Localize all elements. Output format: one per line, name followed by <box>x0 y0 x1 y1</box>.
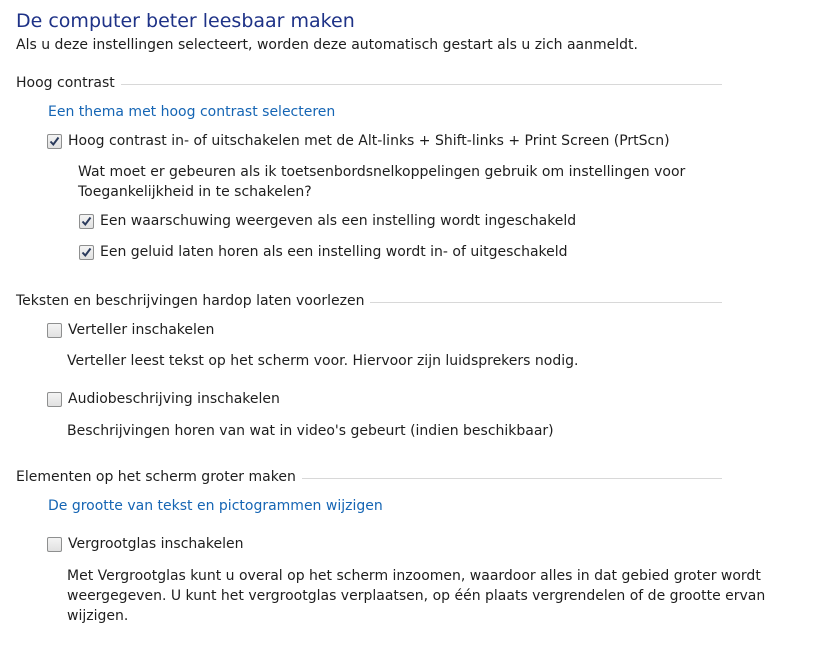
question-line-2: Toegankelijkheid in te schakelen? <box>78 184 312 200</box>
magnifier-desc-line-2: weergegeven. U kunt het vergrootglas verplaatsen, op één plaats vergrendelen of de grootte ervan <box>67 588 766 604</box>
section-divider <box>302 478 722 479</box>
audio-description-checkbox[interactable] <box>47 392 62 407</box>
question-line-1: Wat moet er gebeuren als ik toetsenbordsnelkoppelingen gebruik om instellingen voor <box>78 164 686 180</box>
narrator-description: Verteller leest tekst op het scherm voor. Hiervoor zijn luidsprekers nodig. <box>67 353 579 369</box>
sound-row[interactable] <box>79 242 568 262</box>
magnifier-description <box>67 566 765 626</box>
checkbox-label: Een waarschuwing weergeven als een instelling wordt ingeschakeld <box>100 213 577 229</box>
audio-description-text: Beschrijvingen horen van wat in video's gebeurt (indien beschikbaar) <box>67 423 554 439</box>
page-title: De computer beter leesbaar maken <box>16 10 355 32</box>
narrator-row[interactable] <box>47 320 214 340</box>
section-heading: Hoog contrast <box>16 75 115 91</box>
sound-checkbox[interactable] <box>79 245 94 260</box>
section-heading: Teksten en beschrijvingen hardop laten voorlezen <box>16 293 365 309</box>
checkmark-icon <box>81 247 92 258</box>
narrator-checkbox[interactable] <box>47 323 62 338</box>
section-high-contrast <box>16 73 722 93</box>
checkmark-icon <box>49 136 60 147</box>
checkbox-label: Een geluid laten horen als een instelling wordt in- of uitgeschakeld <box>100 244 568 260</box>
warning-checkbox[interactable] <box>79 214 94 229</box>
page-subtitle: Als u deze instellingen selecteert, worden deze automatisch gestart als u zich aanmeldt. <box>16 37 638 53</box>
warning-row[interactable] <box>79 211 576 231</box>
high-contrast-shortcut-checkbox[interactable] <box>47 134 62 149</box>
section-read-aloud <box>16 291 722 311</box>
section-divider <box>121 84 722 85</box>
audio-description-row[interactable] <box>47 389 280 409</box>
magnifier-row[interactable] <box>47 534 243 554</box>
section-divider <box>370 302 722 303</box>
section-heading: Elementen op het scherm groter maken <box>16 469 296 485</box>
checkmark-icon <box>81 216 92 227</box>
magnifier-desc-line-3: wijzigen. <box>67 608 129 624</box>
checkbox-label: Hoog contrast in- of uitschakelen met de Alt-links + Shift-links + Print Screen (PrtScn) <box>68 133 670 149</box>
checkbox-label: Verteller inschakelen <box>68 322 215 338</box>
shortcut-question <box>78 162 685 202</box>
high-contrast-theme-link[interactable]: Een thema met hoog contrast selecteren <box>48 104 336 120</box>
high-contrast-shortcut-row[interactable] <box>47 131 670 151</box>
section-enlarge <box>16 467 722 487</box>
checkbox-label: Audiobeschrijving inschakelen <box>68 391 280 407</box>
text-size-link[interactable]: De grootte van tekst en pictogrammen wijzigen <box>48 498 383 514</box>
checkbox-label: Vergrootglas inschakelen <box>68 536 244 552</box>
magnifier-checkbox[interactable] <box>47 537 62 552</box>
magnifier-desc-line-1: Met Vergrootglas kunt u overal op het scherm inzoomen, waardoor alles in dat gebied groter wordt <box>67 568 761 584</box>
